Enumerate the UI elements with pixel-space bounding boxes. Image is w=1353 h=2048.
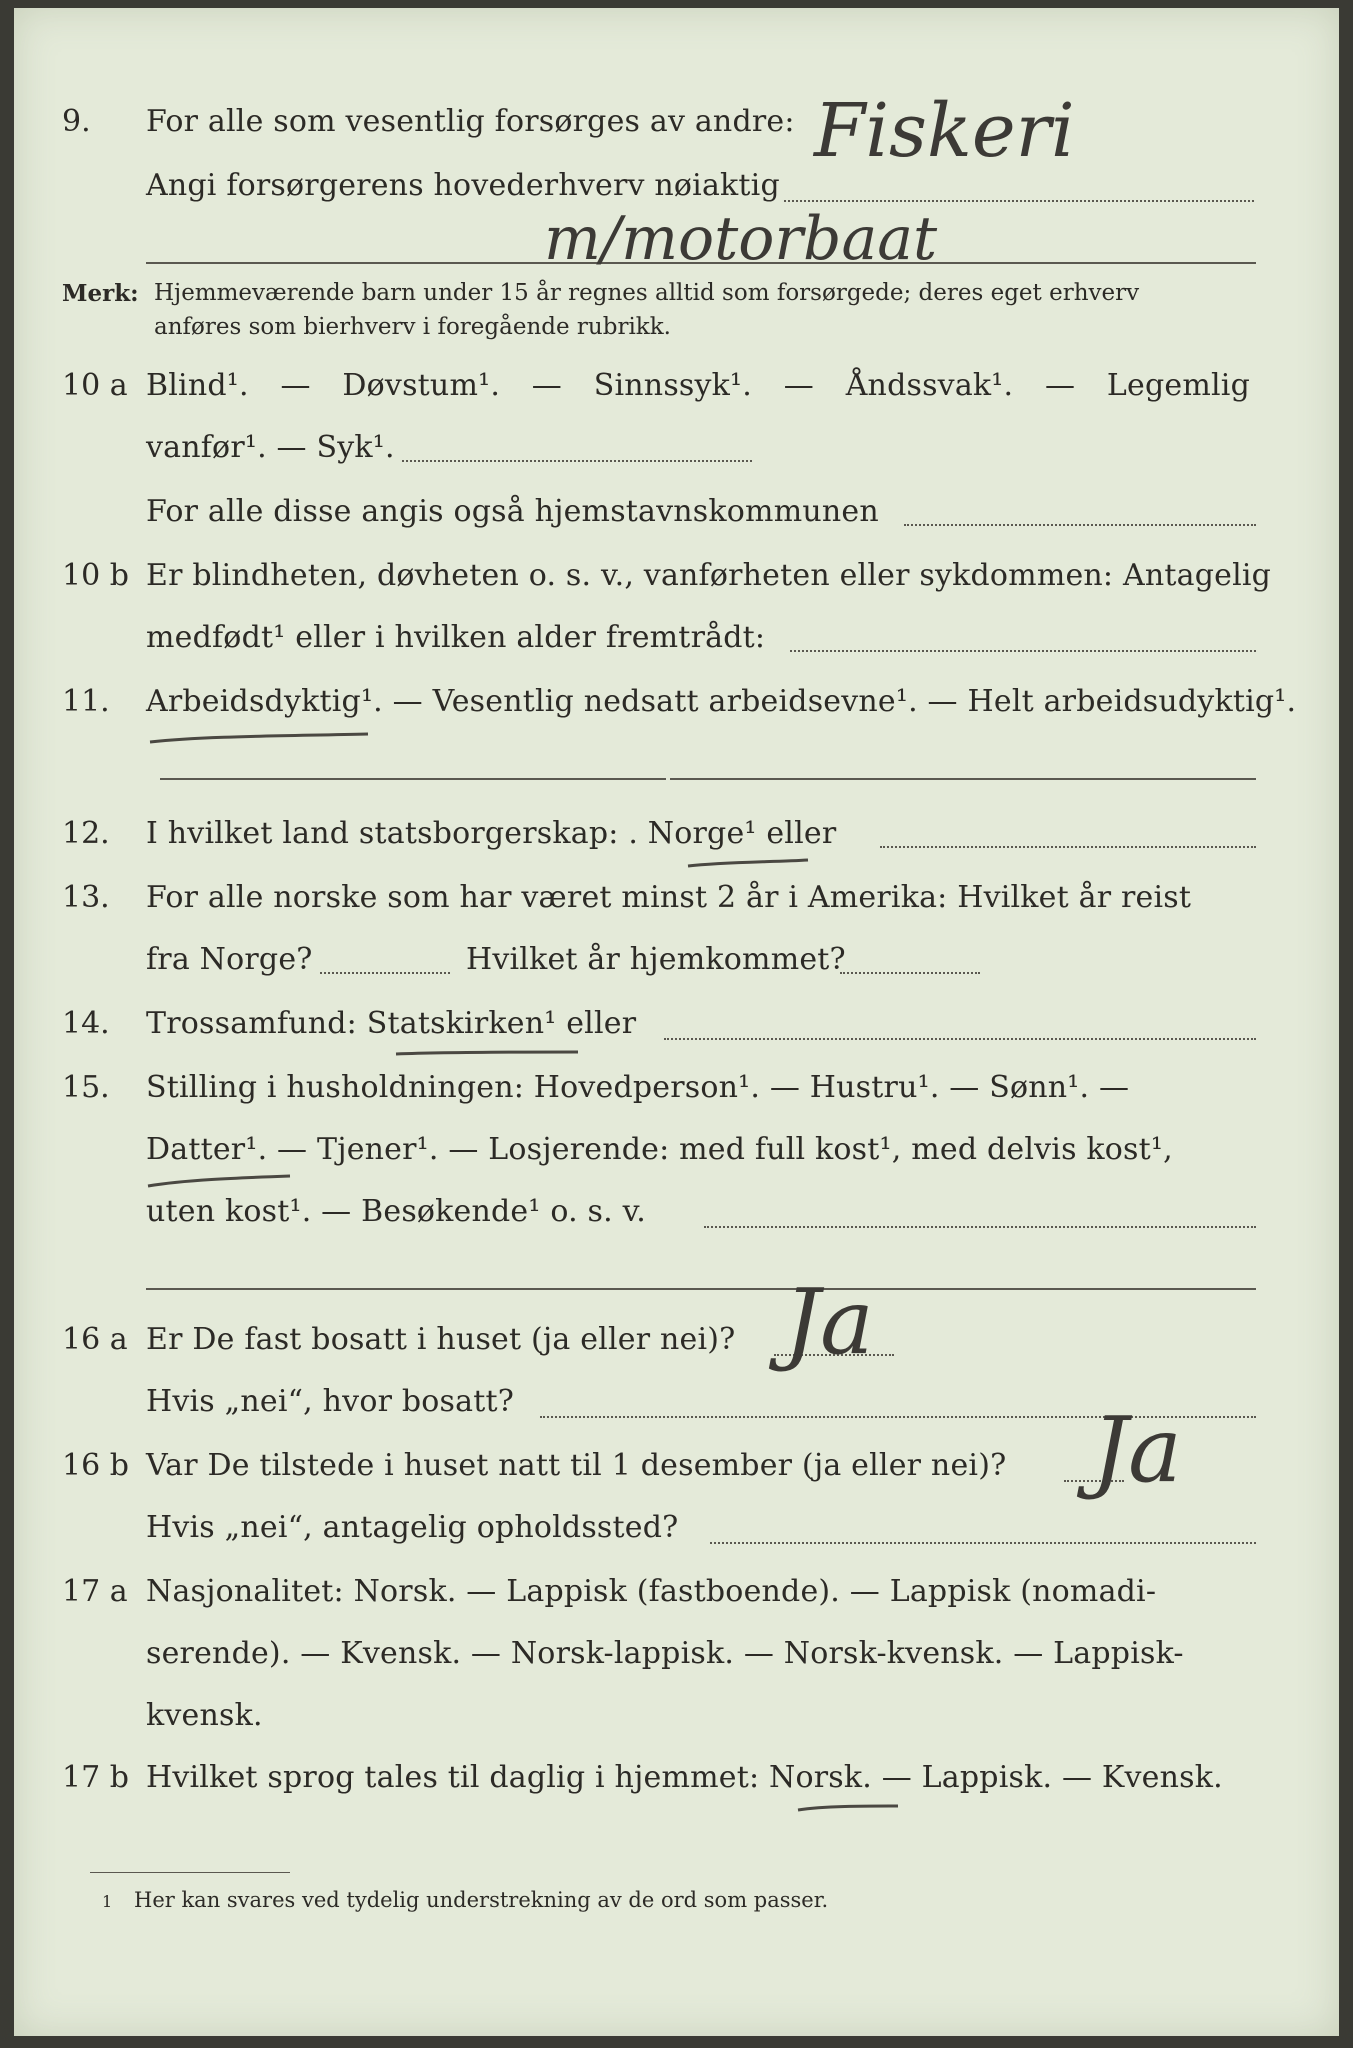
handwritten-underline: [144, 1172, 294, 1194]
question-number: 12.: [62, 816, 110, 851]
question-number: 14.: [62, 1006, 110, 1041]
handwritten-answer: Fiskeri: [814, 88, 1075, 174]
note-text: anføres som bierhverv i foregående rubrikk.: [154, 314, 671, 340]
question-text: Stilling i husholdningen: Hovedperson¹. — Hustru¹. — Sønn¹. —: [146, 1070, 1130, 1105]
footnote-mark: 1: [102, 1892, 113, 1911]
handwritten-underline: [392, 1046, 582, 1062]
question-text: Er blindheten, døvheten o. s. v., vanførheten eller sykdommen: Antagelig: [146, 558, 1272, 593]
handwritten-underline: [146, 730, 376, 750]
question-number: 17 b: [62, 1760, 129, 1795]
handwritten-answer: Ja: [1092, 1398, 1182, 1503]
question-text: serende). — Kvensk. — Norsk-lappisk. — Norsk-kvensk. — Lappisk-: [146, 1636, 1184, 1671]
handwritten-underline: [794, 1800, 904, 1816]
question-number: 17 a: [62, 1574, 128, 1609]
option-blind: Blind¹.: [146, 368, 249, 403]
question-text: Angi forsørgerens hovederhverv nøiaktig: [146, 168, 780, 203]
question-number: 16 a: [62, 1322, 128, 1357]
answer-line: [880, 846, 1256, 848]
question-text: Hvis „nei“, hvor bosatt?: [146, 1384, 515, 1419]
question-text: medfødt¹ eller i hvilken alder fremtrådt:: [146, 620, 766, 655]
answer-line: [320, 972, 450, 974]
handwritten-answer: Ja: [784, 1270, 874, 1375]
answer-line: [670, 778, 1256, 780]
answer-line: [840, 972, 980, 974]
question-text: Hvis „nei“, antagelig opholdssted?: [146, 1510, 679, 1545]
answer-line: [402, 460, 752, 462]
question-text: Hvilket år hjemkommet?: [466, 942, 846, 977]
footnote-text: Her kan svares ved tydelig understrekning av de ord som passer.: [134, 1888, 829, 1912]
question-number: 11.: [62, 684, 110, 719]
question-text: For alle disse angis også hjemstavnskommunen: [146, 494, 879, 529]
question-text: Hvilket sprog tales til daglig i hjemmet: Norsk. — Lappisk. — Kvensk.: [146, 1760, 1223, 1795]
separator: —: [280, 368, 311, 403]
question-number: 10 a: [62, 368, 128, 403]
question-number: 13.: [62, 880, 110, 915]
answer-line: [784, 200, 1254, 202]
handwritten-answer: m/motorbaat: [544, 204, 938, 274]
question-text: Er De fast bosatt i huset (ja eller nei)?: [146, 1322, 736, 1357]
question-text: uten kost¹. — Besøkende¹ o. s. v.: [146, 1194, 646, 1229]
question-number: 15.: [62, 1070, 110, 1105]
separator: —: [1044, 368, 1076, 403]
question-text: Trossamfund: Statskirken¹ eller: [146, 1006, 637, 1041]
handwritten-underline: [684, 856, 814, 872]
option-andssvak: Åndssvak¹.: [845, 368, 1014, 403]
question-text: For alle som vesentlig forsørges av andre:: [146, 104, 795, 139]
answer-line: [146, 1288, 1256, 1290]
question-number: 10 b: [62, 558, 129, 593]
question-number: 9.: [62, 104, 91, 139]
answer-line: [904, 524, 1256, 526]
separator: —: [531, 368, 562, 403]
answer-line: [704, 1226, 1256, 1228]
question-number: 16 b: [62, 1448, 129, 1483]
question-text: For alle norske som har været minst 2 år i Amerika: Hvilket år reist: [146, 880, 1192, 915]
answer-line: [790, 650, 1256, 652]
question-text: kvensk.: [146, 1698, 263, 1733]
question-text: Datter¹. — Tjener¹. — Losjerende: med full kost¹, med delvis kost¹,: [146, 1132, 1173, 1167]
answer-line: [710, 1542, 1256, 1544]
note-text: Hjemmeværende barn under 15 år regnes alltid som forsørgede; deres eget erhverv: [154, 280, 1140, 306]
question-text: vanfør¹. — Syk¹.: [146, 430, 395, 465]
note-label: Merk:: [62, 280, 139, 307]
option-sinnssyk: Sinnssyk¹.: [593, 368, 753, 403]
question-text: [146, 368, 1250, 403]
option-dovstum: Døvstum¹.: [342, 368, 501, 403]
question-text: I hvilket land statsborgerskap: . Norge¹ eller: [146, 816, 837, 851]
question-text: fra Norge?: [146, 942, 313, 977]
census-form-page: [14, 8, 1339, 2036]
question-text: Var De tilstede i huset natt til 1 desember (ja eller nei)?: [146, 1448, 1007, 1483]
footnote-divider: [90, 1872, 290, 1873]
answer-line: [160, 778, 666, 780]
separator: —: [783, 368, 814, 403]
option-legemlig: Legemlig: [1106, 368, 1250, 403]
question-text: Nasjonalitet: Norsk. — Lappisk (fastboende). — Lappisk (nomadi-: [146, 1574, 1157, 1609]
answer-line: [664, 1038, 1256, 1040]
question-text: Arbeidsdyktig¹. — Vesentlig nedsatt arbeidsevne¹. — Helt arbeidsudyktig¹.: [146, 684, 1297, 719]
